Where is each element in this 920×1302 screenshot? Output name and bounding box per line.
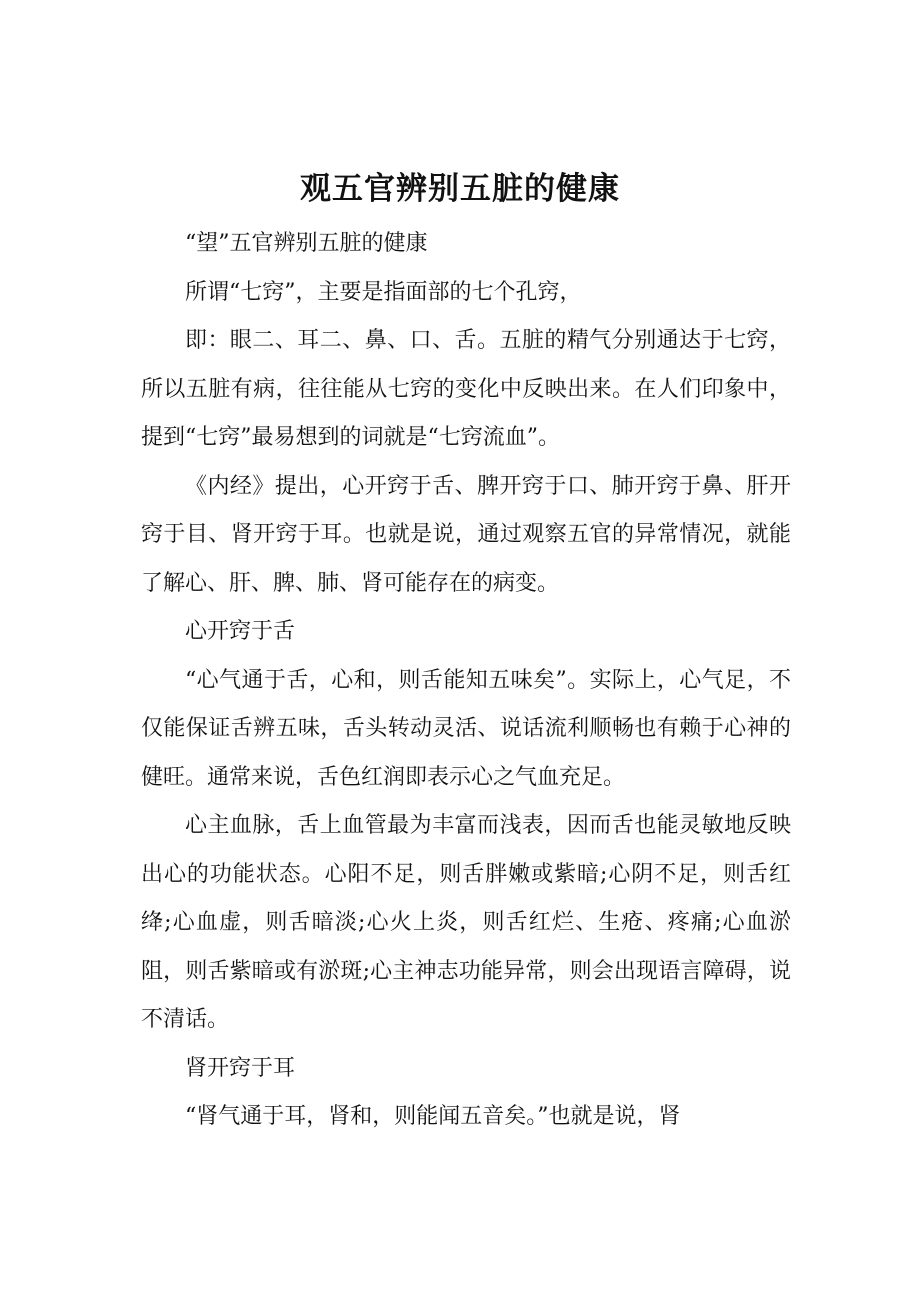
document-title: 观五官辨别五脏的健康 [300,170,620,207]
section-heading-kidney-ear: 肾开窍于耳 [185,1055,296,1081]
paragraph-heart-qi: “心气通于舌，心和，则舌能知五味矣”。实际上，心气足，不仅能保证舌辨五味，舌头转动灵活、说话流利顺畅也有赖于心神的健旺。通常来说，舌色红润即表示心之气血充足。 [141,667,791,790]
document-body [141,220,791,1142]
paragraph-heart-blood: 心主血脉，舌上血管最为丰富而浅表，因而舌也能灵敏地反映出心的功能状态。心阳不足，则舌胖嫩或紫暗;心阴不足，则舌红绛;心血虚，则舌暗淡;心火上炎，则舌红烂、生疮、疼痛;心血淤阻，则舌紫暗或有淤斑;心主神志功能异常，则会出现语言障碍，说不清话。 [141,813,791,1032]
section-heading-heart-tongue: 心开窍于舌 [185,619,296,644]
paragraph-qiqiao-intro: 所谓“七窍”，主要是指面部的七个孔窍， [185,279,582,305]
paragraph-neijing: 《内经》提出，心开窍于舌、脾开窍于口、肺开窍于鼻、肝开窍于目、肾开窍于耳。也就是说，通过观察五官的异常情况，就能了解心、肝、脾、肺、肾可能存在的病变。 [141,473,791,596]
paragraph-qiqiao-detail: 即：眼二、耳二、鼻、口、舌。五脏的精气分别通达于七窍，所以五脏有病，往往能从七窍的变化中反映出来。在人们印象中，提到“七窍”最易想到的词就是“七窍流血”。 [141,328,791,450]
paragraph-subtitle: “望”五官辨别五脏的健康 [185,231,428,256]
paragraph-kidney-qi: “肾气通于耳，肾和，则能闻五音矣。”也就是说，肾 [185,1104,681,1129]
